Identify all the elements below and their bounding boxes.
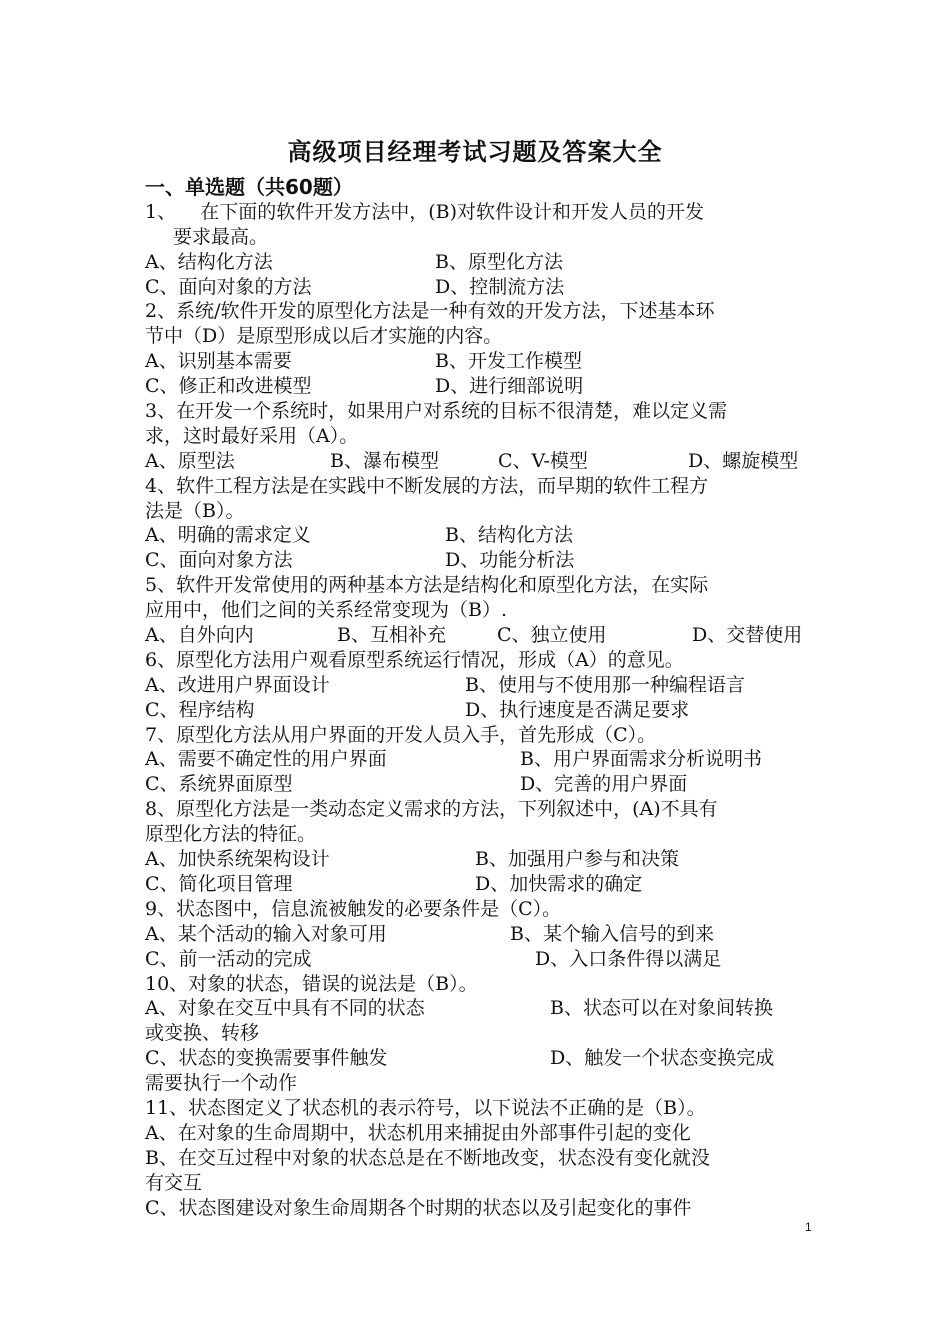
question-9-option-a: A、某个活动的输入对象可用 [145,922,387,945]
question-3-stem-cont: 求，这时最好采用（A）。 [145,424,359,447]
question-4-option-d: D、功能分析法 [445,549,575,572]
question-10-option-d-cont: 需要执行一个动作 [145,1072,298,1095]
question-2-option-d: D、进行细部说明 [435,375,584,398]
question-2-option-a: A、识别基本需要 [145,350,292,373]
question-7-option-c: C、系统界面原型 [145,773,293,796]
question-6-option-d: D、执行速度是否满足要求 [465,698,690,721]
question-3-option-a: A、原型法 [145,449,235,472]
question-11-stem: 11、状态图定义了状态机的表示符号，以下说法不正确的是（B）。 [145,1096,706,1119]
question-7-stem: 7、原型化方法从用户界面的开发人员入手，首先形成（C）。 [145,723,657,746]
question-6-stem: 6、原型化方法用户观看原型系统运行情况，形成（A）的意见。 [145,648,684,671]
question-9-options-row-1 [145,922,810,947]
question-6-option-a: A、改进用户界面设计 [145,673,330,696]
question-10-option-a: A、对象在交互中具有不同的状态 [145,997,425,1020]
question-4-options-row-1 [145,523,810,548]
question-1-option-a: A、结构化方法 [145,250,273,273]
page-number: 1 [805,1220,812,1234]
question-11-option-b-cont: 有交互 [145,1171,203,1194]
question-10-option-d: D、触发一个状态变换完成 [550,1047,775,1070]
question-10-option-b-cont: 或变换、转移 [145,1022,260,1045]
question-3-option-b: B、瀑布模型 [330,449,439,472]
question-10-stem: 10、对象的状态，错误的说法是（B）。 [145,972,478,995]
question-3-stem: 3、在开发一个系统时，如果用户对系统的目标不很清楚，难以定义需 [145,400,728,423]
question-10-option-b: B、状态可以在对象间转换 [550,997,773,1020]
question-11-option-b: B、在交互过程中对象的状态总是在不断地改变，状态没有变化就没 [145,1146,710,1169]
question-4-option-b: B、结构化方法 [445,524,573,547]
question-9-option-d: D、入口条件得以满足 [535,947,722,970]
question-8-options-row-2 [145,872,810,897]
question-4-stem: 4、软件工程方法是在实践中不断发展的方法，而早期的软件工程方 [145,474,709,497]
question-3-options-row [145,449,810,474]
question-5-option-b: B、互相补充 [337,624,446,647]
question-2-option-c: C、修正和改进模型 [145,375,312,398]
question-3-option-d: D、螺旋模型 [688,449,799,472]
question-9-stem: 9、状态图中，信息流被触发的必要条件是（C）。 [145,897,562,920]
question-5-option-a: A、自外向内 [145,624,254,647]
question-10-options-row-2 [145,1046,810,1071]
question-8-option-c: C、简化项目管理 [145,872,293,895]
question-1-options-row-2 [145,275,810,300]
question-7-option-b: B、用户界面需求分析说明书 [520,748,762,771]
question-2-options-row-1 [145,349,810,374]
question-9-option-b: B、某个输入信号的到来 [510,922,714,945]
question-5-stem: 5、软件开发常使用的两种基本方法是结构化和原型化方法，在实际 [145,574,709,597]
question-9-options-row-2 [145,947,810,972]
question-7-options-row-2 [145,772,810,797]
question-11-option-a: A、在对象的生命周期中，状态机用来捕捉由外部事件引起的变化 [145,1121,691,1144]
question-4-stem-cont: 法是（B）。 [145,499,245,522]
question-5-stem-cont: 应用中，他们之间的关系经常变现为（B）. [145,599,508,622]
question-6-options-row-1 [145,673,810,698]
question-5-option-d: D、交替使用 [692,624,803,647]
question-3-option-c: C、V-模型 [498,449,588,472]
question-7-options-row-1 [145,747,810,772]
question-1-stem-cont: 要求最高。 [173,225,269,248]
question-9-option-c: C、前一活动的完成 [145,947,312,970]
question-4-option-c: C、面向对象方法 [145,549,293,572]
question-4-options-row-2 [145,548,810,573]
question-4-option-a: A、明确的需求定义 [145,524,311,547]
question-6-option-c: C、程序结构 [145,698,255,721]
question-2-stem: 2、系统/软件开发的原型化方法是一种有效的开发方法，下述基本环 [145,300,715,323]
question-1-option-b: B、原型化方法 [435,250,563,273]
section-heading: 一、单选题（共60题） [145,175,353,199]
question-1-option-c: C、面向对象的方法 [145,275,312,298]
question-6-option-b: B、使用与不使用那一种编程语言 [465,673,745,696]
question-6-options-row-2 [145,698,810,723]
question-8-option-d: D、加快需求的确定 [475,872,643,895]
question-8-option-a: A、加快系统架构设计 [145,848,330,871]
question-5-options-row [145,623,810,648]
question-11-option-c: C、状态图建设对象生命周期各个时期的状态以及引起变化的事件 [145,1196,692,1219]
question-8-stem-cont: 原型化方法的特征。 [145,823,317,846]
question-10-options-row-1 [145,996,810,1021]
question-2-stem-cont: 节中（D）是原型形成以后才实施的内容。 [145,325,503,348]
question-7-option-d: D、完善的用户界面 [520,773,688,796]
question-1-options-row-1 [145,250,810,275]
document-body [145,175,810,1220]
question-2-option-b: B、开发工作模型 [435,350,582,373]
question-10-option-c: C、状态的变换需要事件触发 [145,1047,388,1070]
question-1-option-d: D、控制流方法 [435,275,565,298]
document-title: 高级项目经理考试习题及答案大全 [287,138,663,166]
question-7-option-a: A、需要不确定性的用户界面 [145,748,387,771]
question-5-option-c: C、独立使用 [497,624,607,647]
question-8-stem: 8、原型化方法是一类动态定义需求的方法，下列叙述中，(A)不具有 [145,798,718,821]
question-8-option-b: B、加强用户参与和决策 [475,848,679,871]
question-2-options-row-2 [145,374,810,399]
question-1-stem: 1、 在下面的软件开发方法中，(B)对软件设计和开发人员的开发 [145,200,705,223]
question-8-options-row-1 [145,847,810,872]
